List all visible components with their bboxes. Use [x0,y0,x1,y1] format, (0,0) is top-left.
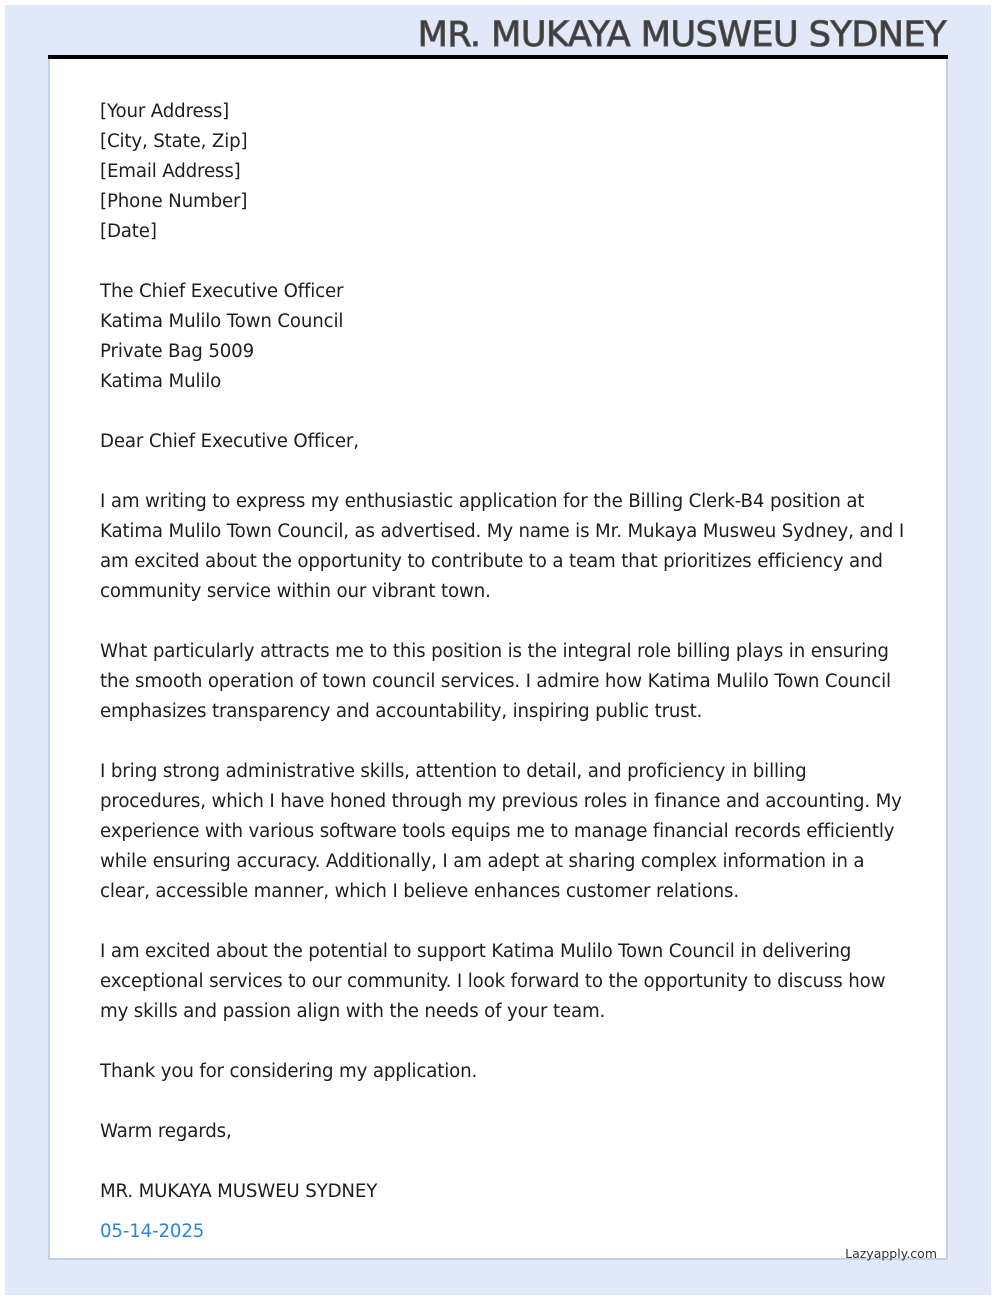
recipient-city: Katima Mulilo [100,371,222,392]
paragraph-line: Katima Mulilo Town Council, as advertised. My name is Mr. Mukaya Musweu Sydney, and I [100,521,905,542]
header-name: MR. MUKAYA MUSWEU SYDNEY [417,15,946,55]
paragraph-line: community service within our vibrant town. [100,581,491,602]
closing [100,1117,900,1147]
salutation-text: Dear Chief Executive Officer, [100,431,359,452]
paragraph-motivation [100,637,900,727]
paragraph-line: I am excited about the potential to support Katima Mulilo Town Council in delivering [100,941,852,962]
paragraph-line: I bring strong administrative skills, attention to detail, and proficiency in billing [100,761,807,782]
recipient-organization: Katima Mulilo Town Council [100,311,344,332]
sender-email: [Email Address] [100,161,241,182]
salutation [100,427,900,457]
sender-phone: [Phone Number] [100,191,248,212]
letter-body [100,97,905,1247]
paragraph-line: emphasizes transparency and accountability, inspiring public trust. [100,701,703,722]
paragraph-skills [100,757,900,907]
sender-address: [Your Address] [100,101,230,122]
signature [100,1177,900,1207]
recipient-postal: Private Bag 5009 [100,341,255,362]
closing-text: Warm regards, [100,1121,232,1142]
sender-date: [Date] [100,221,157,242]
paragraph-line: I am writing to express my enthusiastic application for the Billing Clerk-B4 position at [100,491,865,512]
signature-name: MR. MUKAYA MUSWEU SYDNEY [100,1181,378,1202]
recipient-title: The Chief Executive Officer [100,281,344,302]
thanks-text: Thank you for considering my application. [100,1061,478,1082]
thanks-line [100,1057,900,1087]
sender-city-state-zip: [City, State, Zip] [100,131,248,152]
paragraph-line: clear, accessible manner, which I believe enhances customer relations. [100,881,740,902]
sender-address-block [100,97,900,247]
signed-date [100,1217,900,1247]
paragraph-line: the smooth operation of town council services. I admire how Katima Mulilo Town Council [100,671,891,692]
paragraph-line: procedures, which I have honed through my previous roles in finance and accounting. My [100,791,902,812]
paragraph-line: while ensuring accuracy. Additionally, I am adept at sharing complex information in a [100,851,865,872]
paragraph-closing-remarks [100,937,900,1027]
recipient-address-block [100,277,900,397]
signed-date-text: 05-14-2025 [100,1221,205,1242]
paragraph-intro [100,487,905,607]
paragraph-line: experience with various software tools equips me to manage financial records efficiently [100,821,895,842]
paragraph-line: am excited about the opportunity to contribute to a team that prioritizes efficiency and [100,551,883,572]
paragraph-line: my skills and passion align with the needs of your team. [100,1001,606,1022]
watermark-text: Lazyapply.com [845,1246,937,1261]
paragraph-line: exceptional services to our community. I look forward to the opportunity to discuss how [100,971,886,992]
paragraph-line: What particularly attracts me to this position is the integral role billing plays in ensuring [100,641,889,662]
